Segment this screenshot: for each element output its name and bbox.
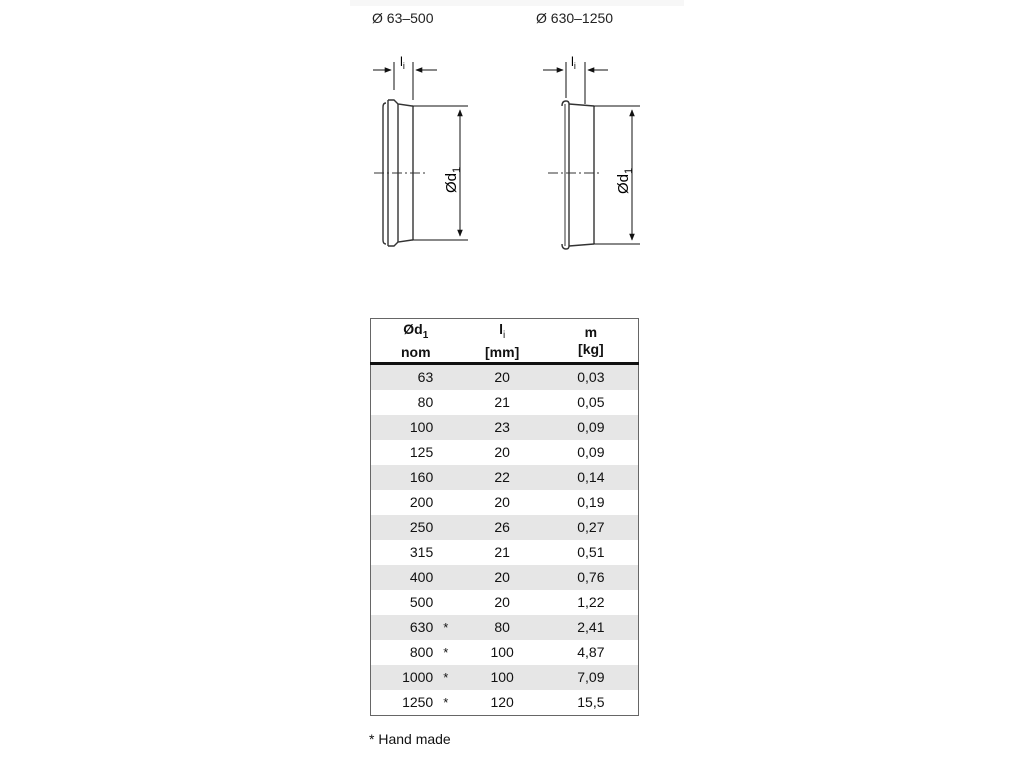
- cell-li: 20: [461, 565, 544, 590]
- dimensions-table: [370, 318, 639, 716]
- cell-m: 0,51: [577, 543, 605, 560]
- cell-mark: [443, 415, 460, 440]
- cell-m: 0,27: [544, 515, 639, 540]
- cell-mark: [443, 490, 460, 515]
- end-cap-profile-large: [562, 101, 594, 249]
- cell-d1: 160: [371, 465, 444, 490]
- cell-li: 26: [461, 515, 544, 540]
- table-body: [371, 363, 639, 715]
- cell-d1: 315: [409, 543, 434, 560]
- cell-li: 100: [490, 643, 514, 660]
- cell-d1: 630: [371, 615, 444, 640]
- cell-d1: 250: [371, 515, 444, 540]
- table-row: [371, 465, 639, 490]
- cell-mark: [443, 363, 460, 390]
- technical-drawing: [0, 0, 1024, 300]
- cell-li: 22: [461, 465, 544, 490]
- table-row: [371, 565, 639, 590]
- cell-d1: 80: [417, 393, 434, 410]
- cell-mark: [443, 515, 460, 540]
- cell-d1: 100: [371, 415, 444, 440]
- cell-m: 0,05: [577, 393, 605, 410]
- dim-li-label-small: $l_i$: [400, 54, 405, 71]
- table-row: [371, 363, 639, 390]
- cell-li: 23: [461, 415, 544, 440]
- cell-mark: *: [443, 615, 460, 640]
- header-li: $l_i$ [mm]: [461, 319, 544, 364]
- cell-mark: [443, 540, 460, 565]
- dim-d1-label-small: $Ød_1$: [443, 166, 463, 193]
- table-row: [371, 415, 639, 440]
- cell-d1: 1250: [402, 693, 434, 710]
- cell-d1: 1000: [371, 665, 444, 690]
- cell-m: 0,14: [544, 465, 639, 490]
- cell-li: 120: [490, 693, 514, 710]
- drawing-title-small: Ø 63–500: [372, 10, 434, 26]
- cell-mark: [443, 465, 460, 490]
- table-row: [371, 390, 639, 415]
- cell-li: 20: [494, 593, 510, 610]
- cell-d1: 500: [409, 593, 434, 610]
- cell-mark: [443, 590, 460, 615]
- cell-li: 21: [494, 393, 510, 410]
- cell-li: 100: [461, 665, 544, 690]
- table-row: [371, 690, 639, 716]
- table-row: [371, 440, 639, 465]
- cell-mark: *: [443, 665, 460, 690]
- header-d1: $Ød_1$ nom: [371, 319, 461, 364]
- header-m: m [kg]: [544, 319, 639, 364]
- cell-m: 1,22: [577, 593, 605, 610]
- cell-d1: 125: [409, 443, 434, 460]
- dim-li-label-large: $l_i$: [571, 54, 576, 71]
- cell-li: 80: [461, 615, 544, 640]
- table-row: [371, 490, 639, 515]
- cell-mark: [443, 390, 460, 415]
- table-row: [371, 540, 639, 565]
- cell-mark: [443, 565, 460, 590]
- cell-m: 0,03: [544, 363, 639, 390]
- cell-li: 20: [461, 363, 544, 390]
- cell-m: 0,09: [577, 443, 605, 460]
- drawing-title-large: Ø 630–1250: [536, 10, 614, 26]
- cell-m: 15,5: [577, 693, 605, 710]
- dim-d1-label-large: $Ød_1$: [615, 167, 635, 194]
- table-row: [371, 640, 639, 665]
- cell-d1: 400: [371, 565, 444, 590]
- cell-m: 2,41: [544, 615, 639, 640]
- table-row: [371, 615, 639, 640]
- cell-mark: [443, 440, 460, 465]
- cell-li: 20: [494, 443, 510, 460]
- table-header-row: [371, 319, 639, 364]
- table-row: [371, 665, 639, 690]
- table-row: [371, 590, 639, 615]
- cell-m: 0,19: [577, 493, 605, 510]
- cell-d1: 63: [371, 363, 444, 390]
- cell-li: 20: [494, 493, 510, 510]
- cell-mark: *: [443, 694, 449, 710]
- footnote: * Hand made: [369, 731, 451, 747]
- cell-m: 0,76: [544, 565, 639, 590]
- cell-m: 0,09: [544, 415, 639, 440]
- cell-m: 4,87: [577, 643, 605, 660]
- cell-mark: *: [443, 644, 449, 660]
- cell-d1: 200: [409, 493, 434, 510]
- table-row: [371, 515, 639, 540]
- dim-li-small: [373, 62, 437, 100]
- cell-m: 7,09: [544, 665, 639, 690]
- cell-d1: 800: [409, 643, 434, 660]
- cell-li: 21: [494, 543, 510, 560]
